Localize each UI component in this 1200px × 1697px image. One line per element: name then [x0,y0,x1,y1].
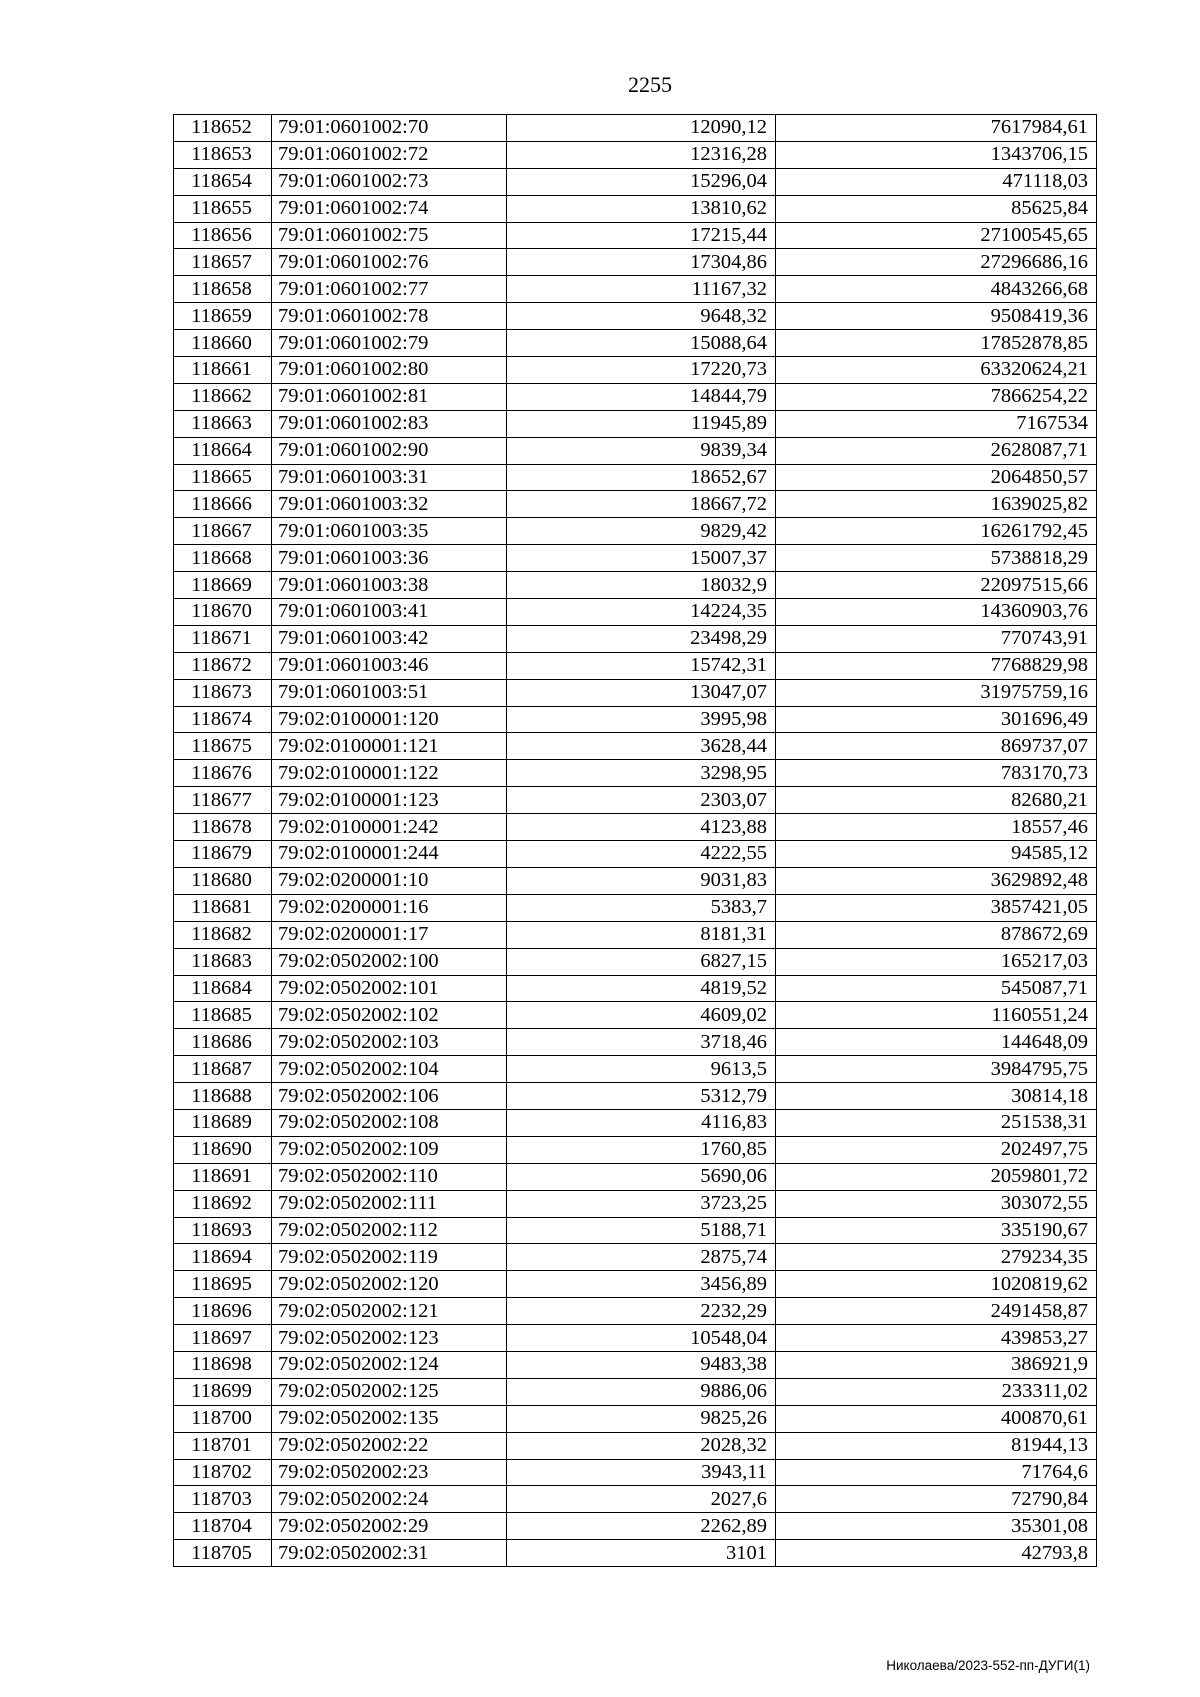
cadastral-number-cell: 79:01:0601002:77 [272,276,507,303]
row-number-cell: 118687 [174,1056,272,1083]
table-row [174,1378,1097,1405]
area-value-cell: 2303,07 [507,787,776,814]
cadastral-value-cell: 16261792,45 [776,518,1097,545]
table-row [174,518,1097,545]
area-value-cell: 2875,74 [507,1244,776,1271]
area-value-cell: 5312,79 [507,1083,776,1110]
area-value-cell: 12316,28 [507,141,776,168]
table-row [174,572,1097,599]
cadastral-value-cell: 94585,12 [776,841,1097,868]
table-row [174,625,1097,652]
table-row [174,1486,1097,1513]
cadastral-number-cell: 79:01:0601002:81 [272,383,507,410]
table-row [174,168,1097,195]
cadastral-number-cell: 79:01:0601002:78 [272,303,507,330]
table-row [174,545,1097,572]
row-number-cell: 118661 [174,357,272,384]
table-row [174,303,1097,330]
cadastral-number-cell: 79:01:0601003:38 [272,572,507,599]
row-number-cell: 118688 [174,1083,272,1110]
area-value-cell: 3943,11 [507,1459,776,1486]
table-body [174,115,1097,1567]
area-value-cell: 9031,83 [507,867,776,894]
table-row [174,249,1097,276]
cadastral-number-cell: 79:02:0502002:110 [272,1163,507,1190]
cadastral-value-cell: 85625,84 [776,195,1097,222]
table-row [174,357,1097,384]
area-value-cell: 4123,88 [507,814,776,841]
area-value-cell: 10548,04 [507,1325,776,1352]
table-row [174,383,1097,410]
area-value-cell: 2027,6 [507,1486,776,1513]
area-value-cell: 9839,34 [507,437,776,464]
row-number-cell: 118662 [174,383,272,410]
table-row [174,760,1097,787]
row-number-cell: 118689 [174,1109,272,1136]
area-value-cell: 6827,15 [507,948,776,975]
table-row [174,679,1097,706]
table-row [174,1002,1097,1029]
table-row [174,599,1097,626]
table-row [174,222,1097,249]
row-number-cell: 118681 [174,894,272,921]
row-number-cell: 118686 [174,1029,272,1056]
cadastral-number-cell: 79:01:0601003:41 [272,599,507,626]
cadastral-number-cell: 79:02:0502002:23 [272,1459,507,1486]
row-number-cell: 118663 [174,410,272,437]
area-value-cell: 4116,83 [507,1109,776,1136]
cadastral-number-cell: 79:02:0502002:108 [272,1109,507,1136]
cadastral-number-cell: 79:02:0100001:242 [272,814,507,841]
area-value-cell: 2262,89 [507,1513,776,1540]
row-number-cell: 118703 [174,1486,272,1513]
cadastral-number-cell: 79:01:0601002:79 [272,330,507,357]
row-number-cell: 118704 [174,1513,272,1540]
cadastral-value-cell: 770743,91 [776,625,1097,652]
cadastral-value-cell: 2064850,57 [776,464,1097,491]
cadastral-number-cell: 79:01:0601002:90 [272,437,507,464]
row-number-cell: 118658 [174,276,272,303]
page-number: 2255 [628,72,672,97]
cadastral-number-cell: 79:01:0601003:35 [272,518,507,545]
row-number-cell: 118702 [174,1459,272,1486]
document-footer: Николаева/2023-552-пп-ДУГИ(1) [886,1658,1090,1673]
area-value-cell: 1760,85 [507,1136,776,1163]
cadastral-value-cell: 233311,02 [776,1378,1097,1405]
row-number-cell: 118695 [174,1271,272,1298]
cadastral-number-cell: 79:02:0502002:103 [272,1029,507,1056]
cadastral-value-cell: 2628087,71 [776,437,1097,464]
table-row [174,141,1097,168]
row-number-cell: 118683 [174,948,272,975]
cadastral-value-cell: 1639025,82 [776,491,1097,518]
cadastral-number-cell: 79:02:0502002:121 [272,1298,507,1325]
row-number-cell: 118664 [174,437,272,464]
cadastral-number-cell: 79:01:0601003:42 [272,625,507,652]
cadastral-number-cell: 79:02:0502002:106 [272,1083,507,1110]
table-row [174,1056,1097,1083]
cadastral-value-cell: 72790,84 [776,1486,1097,1513]
cadastral-value-cell: 869737,07 [776,733,1097,760]
table-row [174,1244,1097,1271]
area-value-cell: 4609,02 [507,1002,776,1029]
area-value-cell: 23498,29 [507,625,776,652]
area-value-cell: 17215,44 [507,222,776,249]
table-row [174,1540,1097,1567]
area-value-cell: 9825,26 [507,1405,776,1432]
cadastral-number-cell: 79:02:0502002:24 [272,1486,507,1513]
cadastral-value-cell: 303072,55 [776,1190,1097,1217]
table-row [174,841,1097,868]
cadastral-value-cell: 17852878,85 [776,330,1097,357]
cadastral-value-cell: 7866254,22 [776,383,1097,410]
table-row [174,1136,1097,1163]
table-row [174,1163,1097,1190]
row-number-cell: 118680 [174,867,272,894]
table-row [174,948,1097,975]
table-row [174,1298,1097,1325]
cadastral-value-cell: 63320624,21 [776,357,1097,384]
cadastral-value-cell: 400870,61 [776,1405,1097,1432]
cadastral-number-cell: 79:01:0601002:70 [272,115,507,142]
table-row [174,1405,1097,1432]
row-number-cell: 118675 [174,733,272,760]
area-value-cell: 14224,35 [507,599,776,626]
area-value-cell: 9648,32 [507,303,776,330]
table-row [174,867,1097,894]
area-value-cell: 8181,31 [507,921,776,948]
cadastral-value-cell: 301696,49 [776,706,1097,733]
table-row [174,115,1097,142]
cadastral-value-cell: 279234,35 [776,1244,1097,1271]
cadastral-value-cell: 30814,18 [776,1083,1097,1110]
cadastral-value-cell: 202497,75 [776,1136,1097,1163]
table-row [174,975,1097,1002]
cadastral-value-cell: 3857421,05 [776,894,1097,921]
cadastral-value-cell: 14360903,76 [776,599,1097,626]
table-row [174,1217,1097,1244]
row-number-cell: 118685 [174,1002,272,1029]
cadastral-number-cell: 79:02:0502002:125 [272,1378,507,1405]
cadastral-number-cell: 79:02:0502002:112 [272,1217,507,1244]
cadastral-value-cell: 1020819,62 [776,1271,1097,1298]
area-value-cell: 4222,55 [507,841,776,868]
cadastral-number-cell: 79:01:0601003:46 [272,652,507,679]
cadastral-value-cell: 7167534 [776,410,1097,437]
cadastral-value-cell: 144648,09 [776,1029,1097,1056]
cadastral-number-cell: 79:01:0601002:74 [272,195,507,222]
cadastral-number-cell: 79:02:0502002:100 [272,948,507,975]
area-value-cell: 17220,73 [507,357,776,384]
table-row [174,195,1097,222]
area-value-cell: 12090,12 [507,115,776,142]
cadastral-value-cell: 81944,13 [776,1432,1097,1459]
area-value-cell: 13047,07 [507,679,776,706]
row-number-cell: 118705 [174,1540,272,1567]
area-value-cell: 3456,89 [507,1271,776,1298]
row-number-cell: 118673 [174,679,272,706]
cadastral-value-cell: 471118,03 [776,168,1097,195]
cadastral-value-cell: 9508419,36 [776,303,1097,330]
cadastral-number-cell: 79:01:0601003:36 [272,545,507,572]
cadastral-value-cell: 1160551,24 [776,1002,1097,1029]
table-row [174,1190,1097,1217]
cadastral-value-cell: 335190,67 [776,1217,1097,1244]
row-number-cell: 118693 [174,1217,272,1244]
cadastral-number-cell: 79:01:0601003:51 [272,679,507,706]
area-value-cell: 5383,7 [507,894,776,921]
area-value-cell: 4819,52 [507,975,776,1002]
cadastral-value-cell: 18557,46 [776,814,1097,841]
row-number-cell: 118659 [174,303,272,330]
area-value-cell: 11167,32 [507,276,776,303]
area-value-cell: 9483,38 [507,1351,776,1378]
cadastral-value-cell: 35301,08 [776,1513,1097,1540]
row-number-cell: 118700 [174,1405,272,1432]
area-value-cell: 17304,86 [507,249,776,276]
row-number-cell: 118670 [174,599,272,626]
row-number-cell: 118676 [174,760,272,787]
area-value-cell: 13810,62 [507,195,776,222]
cadastral-number-cell: 79:02:0502002:119 [272,1244,507,1271]
area-value-cell: 3298,95 [507,760,776,787]
cadastral-number-cell: 79:02:0502002:135 [272,1405,507,1432]
cadastral-number-cell: 79:01:0601002:76 [272,249,507,276]
cadastral-number-cell: 79:02:0100001:121 [272,733,507,760]
cadastral-number-cell: 79:02:0502002:109 [272,1136,507,1163]
area-value-cell: 5188,71 [507,1217,776,1244]
row-number-cell: 118657 [174,249,272,276]
row-number-cell: 118692 [174,1190,272,1217]
row-number-cell: 118694 [174,1244,272,1271]
cadastral-number-cell: 79:02:0502002:111 [272,1190,507,1217]
table-row [174,1271,1097,1298]
cadastral-number-cell: 79:02:0502002:29 [272,1513,507,1540]
cadastral-number-cell: 79:01:0601002:80 [272,357,507,384]
row-number-cell: 118697 [174,1325,272,1352]
row-number-cell: 118669 [174,572,272,599]
row-number-cell: 118701 [174,1432,272,1459]
row-number-cell: 118656 [174,222,272,249]
cadastral-number-cell: 79:01:0601002:75 [272,222,507,249]
area-value-cell: 15296,04 [507,168,776,195]
row-number-cell: 118679 [174,841,272,868]
area-value-cell: 9613,5 [507,1056,776,1083]
row-number-cell: 118677 [174,787,272,814]
area-value-cell: 3628,44 [507,733,776,760]
cadastral-value-cell: 27296686,16 [776,249,1097,276]
cadastral-value-cell: 27100545,65 [776,222,1097,249]
row-number-cell: 118668 [174,545,272,572]
row-number-cell: 118691 [174,1163,272,1190]
table-row [174,787,1097,814]
cadastral-number-cell: 79:02:0502002:124 [272,1351,507,1378]
area-value-cell: 14844,79 [507,383,776,410]
row-number-cell: 118665 [174,464,272,491]
area-value-cell: 3723,25 [507,1190,776,1217]
cadastral-number-cell: 79:02:0100001:120 [272,706,507,733]
cadastral-number-cell: 79:02:0502002:104 [272,1056,507,1083]
area-value-cell: 18652,67 [507,464,776,491]
cadastral-value-cell: 2491458,87 [776,1298,1097,1325]
cadastral-value-cell: 31975759,16 [776,679,1097,706]
area-value-cell: 5690,06 [507,1163,776,1190]
cadastral-value-cell: 7768829,98 [776,652,1097,679]
cadastral-value-table [173,114,1097,1567]
cadastral-value-cell: 545087,71 [776,975,1097,1002]
cadastral-value-cell: 878672,69 [776,921,1097,948]
row-number-cell: 118652 [174,115,272,142]
cadastral-number-cell: 79:01:0601003:31 [272,464,507,491]
cadastral-value-cell: 251538,31 [776,1109,1097,1136]
area-value-cell: 2028,32 [507,1432,776,1459]
table-row [174,706,1097,733]
row-number-cell: 118654 [174,168,272,195]
cadastral-number-cell: 79:02:0100001:244 [272,841,507,868]
table-row [174,894,1097,921]
table-row [174,733,1097,760]
table-row [174,1432,1097,1459]
cadastral-value-cell: 42793,8 [776,1540,1097,1567]
cadastral-number-cell: 79:02:0200001:10 [272,867,507,894]
area-value-cell: 15007,37 [507,545,776,572]
row-number-cell: 118696 [174,1298,272,1325]
table-row [174,1083,1097,1110]
table-row [174,814,1097,841]
area-value-cell: 11945,89 [507,410,776,437]
area-value-cell: 9886,06 [507,1378,776,1405]
cadastral-value-cell: 386921,9 [776,1351,1097,1378]
cadastral-number-cell: 79:02:0502002:102 [272,1002,507,1029]
area-value-cell: 18667,72 [507,491,776,518]
area-value-cell: 3995,98 [507,706,776,733]
row-number-cell: 118655 [174,195,272,222]
cadastral-number-cell: 79:02:0502002:22 [272,1432,507,1459]
cadastral-value-cell: 71764,6 [776,1459,1097,1486]
row-number-cell: 118698 [174,1351,272,1378]
cadastral-number-cell: 79:02:0100001:123 [272,787,507,814]
cadastral-number-cell: 79:02:0502002:120 [272,1271,507,1298]
cadastral-value-cell: 22097515,66 [776,572,1097,599]
cadastral-value-cell: 783170,73 [776,760,1097,787]
row-number-cell: 118690 [174,1136,272,1163]
cadastral-value-cell: 2059801,72 [776,1163,1097,1190]
cadastral-value-cell: 439853,27 [776,1325,1097,1352]
cadastral-number-cell: 79:02:0502002:31 [272,1540,507,1567]
row-number-cell: 118666 [174,491,272,518]
table-row [174,491,1097,518]
table-row [174,1325,1097,1352]
row-number-cell: 118667 [174,518,272,545]
table-row [174,1029,1097,1056]
cadastral-number-cell: 79:01:0601003:32 [272,491,507,518]
row-number-cell: 118671 [174,625,272,652]
area-value-cell: 15742,31 [507,652,776,679]
row-number-cell: 118682 [174,921,272,948]
table-row [174,330,1097,357]
area-value-cell: 9829,42 [507,518,776,545]
cadastral-value-cell: 3984795,75 [776,1056,1097,1083]
table-row [174,437,1097,464]
table-row [174,1513,1097,1540]
row-number-cell: 118653 [174,141,272,168]
row-number-cell: 118674 [174,706,272,733]
area-value-cell: 15088,64 [507,330,776,357]
cadastral-number-cell: 79:02:0200001:17 [272,921,507,948]
cadastral-number-cell: 79:02:0502002:123 [272,1325,507,1352]
table-row [174,1109,1097,1136]
cadastral-number-cell: 79:01:0601002:83 [272,410,507,437]
table-row [174,921,1097,948]
row-number-cell: 118684 [174,975,272,1002]
cadastral-value-cell: 4843266,68 [776,276,1097,303]
cadastral-value-cell: 82680,21 [776,787,1097,814]
row-number-cell: 118672 [174,652,272,679]
area-value-cell: 3718,46 [507,1029,776,1056]
area-value-cell: 18032,9 [507,572,776,599]
table-row [174,276,1097,303]
table-row [174,1351,1097,1378]
cadastral-value-cell: 1343706,15 [776,141,1097,168]
table-row [174,464,1097,491]
row-number-cell: 118678 [174,814,272,841]
cadastral-number-cell: 79:01:0601002:72 [272,141,507,168]
cadastral-number-cell: 79:02:0200001:16 [272,894,507,921]
table-row [174,652,1097,679]
area-value-cell: 2232,29 [507,1298,776,1325]
cadastral-value-cell: 165217,03 [776,948,1097,975]
cadastral-number-cell: 79:01:0601002:73 [272,168,507,195]
row-number-cell: 118699 [174,1378,272,1405]
table-row [174,410,1097,437]
cadastral-value-cell: 7617984,61 [776,115,1097,142]
cadastral-value-cell: 5738818,29 [776,545,1097,572]
area-value-cell: 3101 [507,1540,776,1567]
cadastral-number-cell: 79:02:0100001:122 [272,760,507,787]
cadastral-value-cell: 3629892,48 [776,867,1097,894]
row-number-cell: 118660 [174,330,272,357]
table-row [174,1459,1097,1486]
cadastral-number-cell: 79:02:0502002:101 [272,975,507,1002]
